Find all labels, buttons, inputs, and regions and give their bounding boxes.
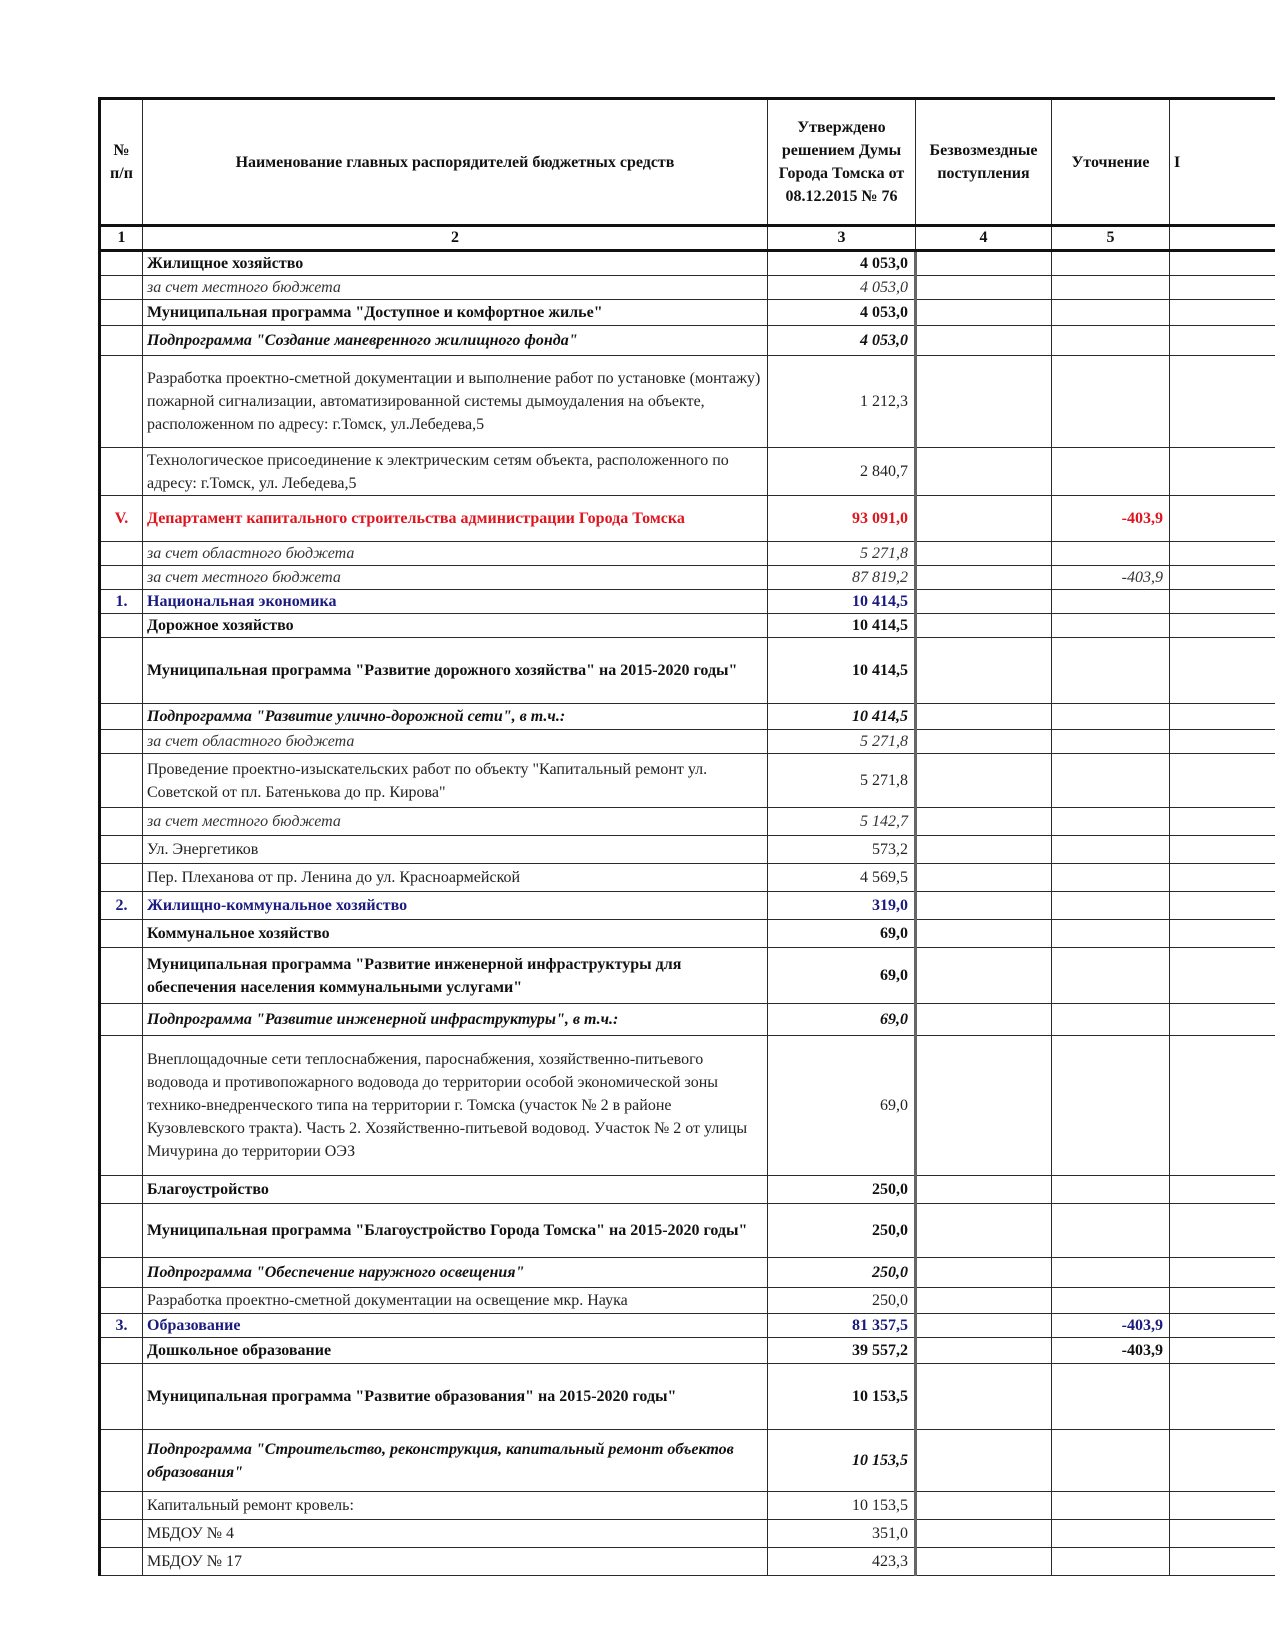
row-free-receipts [916,864,1052,892]
row-specification [1052,892,1170,920]
row-number [100,566,143,590]
colnum-3: 3 [768,226,916,251]
row-number [100,1430,143,1492]
row-free-receipts [916,590,1052,614]
row-number [100,1548,143,1576]
row-approved-amount: 5 271,8 [768,754,916,808]
row-number [100,754,143,808]
table-row [100,590,1275,614]
row-specification [1052,1520,1170,1548]
row-name: Муниципальная программа "Развитие инженерной инфраструктуры для обеспечения населения коммунальными услугами" [143,948,768,1004]
row-specification [1052,542,1170,566]
row-specification [1052,590,1170,614]
row-extra [1170,1288,1275,1314]
row-free-receipts [916,614,1052,638]
row-extra [1170,836,1275,864]
row-specification [1052,948,1170,1004]
row-number [100,638,143,704]
row-approved-amount: 69,0 [768,1036,916,1176]
row-free-receipts [916,276,1052,300]
row-name: за счет местного бюджета [143,808,768,836]
row-number [100,836,143,864]
row-number [100,251,143,276]
row-free-receipts [916,892,1052,920]
row-specification [1052,1176,1170,1204]
table-row [100,1548,1275,1576]
row-number [100,1204,143,1258]
header-specification: Уточнение [1052,99,1170,226]
table-row [100,448,1275,496]
row-free-receipts [916,1004,1052,1036]
row-specification: -403,9 [1052,566,1170,590]
table-row [100,1288,1275,1314]
row-free-receipts [916,1520,1052,1548]
row-number [100,1004,143,1036]
table-row [100,276,1275,300]
table-row [100,1520,1275,1548]
row-free-receipts [916,1036,1052,1176]
table-row [100,1338,1275,1364]
row-extra [1170,1548,1275,1576]
row-extra [1170,356,1275,448]
row-name: Разработка проектно-сметной документации на освещение мкр. Наука [143,1288,768,1314]
row-extra [1170,300,1275,326]
row-approved-amount: 2 840,7 [768,448,916,496]
table-row [100,638,1275,704]
table-row [100,614,1275,638]
row-free-receipts [916,836,1052,864]
row-specification [1052,1258,1170,1288]
row-number [100,730,143,754]
row-specification [1052,730,1170,754]
row-specification [1052,1004,1170,1036]
row-specification [1052,1036,1170,1176]
column-number-row [100,226,1275,251]
row-approved-amount: 250,0 [768,1288,916,1314]
row-number [100,864,143,892]
row-specification [1052,326,1170,356]
row-extra [1170,566,1275,590]
row-approved-amount: 5 142,7 [768,808,916,836]
row-extra [1170,1430,1275,1492]
row-extra [1170,948,1275,1004]
row-extra [1170,1492,1275,1520]
row-name: Ул. Энергетиков [143,836,768,864]
colnum-5: 5 [1052,226,1170,251]
row-number [100,448,143,496]
row-number [100,1258,143,1288]
row-approved-amount: 87 819,2 [768,566,916,590]
table-row [100,836,1275,864]
row-extra [1170,892,1275,920]
table-row [100,892,1275,920]
table-row [100,496,1275,542]
row-number [100,704,143,730]
row-extra [1170,730,1275,754]
row-number [100,1492,143,1520]
table-row [100,326,1275,356]
table-row [100,251,1275,276]
row-free-receipts [916,566,1052,590]
row-approved-amount: 10 153,5 [768,1430,916,1492]
table-row [100,356,1275,448]
row-extra [1170,614,1275,638]
row-extra [1170,1176,1275,1204]
row-name: Коммунальное хозяйство [143,920,768,948]
row-specification: -403,9 [1052,1314,1170,1338]
row-specification [1052,836,1170,864]
row-specification [1052,1364,1170,1430]
row-name: Национальная экономика [143,590,768,614]
row-approved-amount: 10 153,5 [768,1364,916,1430]
row-specification [1052,1430,1170,1492]
row-name: Проведение проектно-изыскательских работ по объекту "Капитальный ремонт ул. Советской от пл. Батенькова до пр. Кирова" [143,754,768,808]
table-row [100,566,1275,590]
row-number [100,948,143,1004]
row-number [100,356,143,448]
row-name: Пер. Плеханова от пр. Ленина до ул. Красноармейской [143,864,768,892]
row-extra [1170,326,1275,356]
row-approved-amount: 423,3 [768,1548,916,1576]
colnum-1: 1 [100,226,143,251]
row-free-receipts [916,1314,1052,1338]
row-approved-amount: 10 414,5 [768,590,916,614]
row-specification [1052,638,1170,704]
row-name: за счет областного бюджета [143,730,768,754]
row-extra [1170,1338,1275,1364]
row-name: Подпрограмма "Развитие инженерной инфраструктуры", в т.ч.: [143,1004,768,1036]
row-name: Жилищное хозяйство [143,251,768,276]
table-row [100,1004,1275,1036]
row-name: Подпрограмма "Обеспечение наружного освещения" [143,1258,768,1288]
row-name: Департамент капитального строительства администрации Города Томска [143,496,768,542]
row-extra [1170,496,1275,542]
row-specification [1052,1288,1170,1314]
row-approved-amount: 4 053,0 [768,251,916,276]
row-number [100,920,143,948]
table-row [100,1364,1275,1430]
header-free-receipts: Безвозмездные поступления [916,99,1052,226]
row-name: Образование [143,1314,768,1338]
row-approved-amount: 4 569,5 [768,864,916,892]
row-free-receipts [916,448,1052,496]
row-specification [1052,864,1170,892]
budget-document-page [98,97,1275,1576]
row-free-receipts [916,808,1052,836]
row-extra [1170,704,1275,730]
row-approved-amount: 250,0 [768,1258,916,1288]
row-name: Дошкольное образование [143,1338,768,1364]
row-extra [1170,251,1275,276]
row-free-receipts [916,920,1052,948]
header-approved: Утверждено решением Думы Города Томска от 08.12.2015 № 76 [768,99,916,226]
table-row [100,542,1275,566]
row-extra [1170,638,1275,704]
table-row [100,1430,1275,1492]
row-free-receipts [916,496,1052,542]
row-name: Муниципальная программа "Доступное и комфортное жилье" [143,300,768,326]
row-approved-amount: 81 357,5 [768,1314,916,1338]
row-extra [1170,590,1275,614]
row-extra [1170,1204,1275,1258]
row-free-receipts [916,1430,1052,1492]
row-name: за счет областного бюджета [143,542,768,566]
row-approved-amount: 69,0 [768,920,916,948]
row-number: 2. [100,892,143,920]
row-specification: -403,9 [1052,496,1170,542]
row-specification [1052,251,1170,276]
table-row [100,808,1275,836]
row-specification [1052,1492,1170,1520]
colnum-4: 4 [916,226,1052,251]
row-specification [1052,356,1170,448]
row-approved-amount: 10 414,5 [768,704,916,730]
row-extra [1170,1036,1275,1176]
row-specification [1052,1548,1170,1576]
table-row [100,730,1275,754]
table-row [100,920,1275,948]
row-free-receipts [916,1258,1052,1288]
row-approved-amount: 69,0 [768,948,916,1004]
row-approved-amount: 1 212,3 [768,356,916,448]
row-number [100,808,143,836]
row-number [100,1036,143,1176]
header-name: Наименование главных распорядителей бюджетных средств [143,99,768,226]
row-free-receipts [916,1548,1052,1576]
row-free-receipts [916,1176,1052,1204]
row-number [100,614,143,638]
row-free-receipts [916,1288,1052,1314]
table-header-row [100,99,1275,226]
table-row [100,1204,1275,1258]
row-approved-amount: 5 271,8 [768,730,916,754]
row-number [100,1176,143,1204]
row-approved-amount: 4 053,0 [768,326,916,356]
row-number [100,542,143,566]
row-name: Внеплощадочные сети теплоснабжения, пароснабжения, хозяйственно-питьевого водовода и противопожарного водовода до территории особой экономической зоны технико-внедренческого типа на территории г. Томска (участок № 2 в районе Кузовлевского тракта). Часть 2. Хозяйственно-питьевой водовод. Участок № 2 от улицы Мичурина до территории ОЭЗ [143,1036,768,1176]
row-name: МБДОУ № 4 [143,1520,768,1548]
row-number [100,1338,143,1364]
row-extra [1170,276,1275,300]
table-row [100,300,1275,326]
row-specification [1052,754,1170,808]
row-specification [1052,448,1170,496]
table-row [100,1176,1275,1204]
row-free-receipts [916,542,1052,566]
table-row [100,1492,1275,1520]
row-number: 3. [100,1314,143,1338]
row-number [100,1364,143,1430]
row-name: Технологическое присоединение к электрическим сетям объекта, расположенного по адресу: г.Томск, ул. Лебедева,5 [143,448,768,496]
row-approved-amount: 69,0 [768,1004,916,1036]
row-number: 1. [100,590,143,614]
header-extra-truncated: І [1170,99,1275,226]
row-extra [1170,1520,1275,1548]
row-free-receipts [916,704,1052,730]
row-specification [1052,1204,1170,1258]
row-name: Подпрограмма "Строительство, реконструкция, капитальный ремонт объектов образования" [143,1430,768,1492]
table-row [100,1314,1275,1338]
budget-table [98,97,1275,1576]
row-approved-amount: 10 414,5 [768,614,916,638]
row-name: Капитальный ремонт кровель: [143,1492,768,1520]
row-free-receipts [916,251,1052,276]
row-number [100,300,143,326]
row-extra [1170,808,1275,836]
colnum-2: 2 [143,226,768,251]
row-free-receipts [916,1338,1052,1364]
row-specification [1052,808,1170,836]
row-approved-amount: 10 414,5 [768,638,916,704]
row-approved-amount: 93 091,0 [768,496,916,542]
row-approved-amount: 319,0 [768,892,916,920]
row-number [100,326,143,356]
row-number [100,1288,143,1314]
row-approved-amount: 250,0 [768,1176,916,1204]
row-free-receipts [916,754,1052,808]
row-name: Благоустройство [143,1176,768,1204]
row-specification [1052,614,1170,638]
table-row [100,864,1275,892]
row-name: за счет местного бюджета [143,566,768,590]
row-approved-amount: 4 053,0 [768,276,916,300]
row-approved-amount: 39 557,2 [768,1338,916,1364]
row-extra [1170,1364,1275,1430]
colnum-6 [1170,226,1275,251]
row-approved-amount: 4 053,0 [768,300,916,326]
row-extra [1170,754,1275,808]
row-number [100,1520,143,1548]
row-extra [1170,920,1275,948]
table-row [100,1258,1275,1288]
row-specification [1052,704,1170,730]
row-free-receipts [916,1204,1052,1258]
row-extra [1170,542,1275,566]
row-approved-amount: 351,0 [768,1520,916,1548]
row-number: V. [100,496,143,542]
row-name: Дорожное хозяйство [143,614,768,638]
row-free-receipts [916,948,1052,1004]
row-number [100,276,143,300]
row-free-receipts [916,1492,1052,1520]
row-free-receipts [916,1364,1052,1430]
row-name: Жилищно-коммунальное хозяйство [143,892,768,920]
row-name: Муниципальная программа "Развитие дорожного хозяйства" на 2015-2020 годы" [143,638,768,704]
row-name: Муниципальная программа "Благоустройство Города Томска" на 2015-2020 годы" [143,1204,768,1258]
row-extra [1170,1314,1275,1338]
table-row [100,704,1275,730]
row-free-receipts [916,356,1052,448]
row-name: Разработка проектно-сметной документации и выполнение работ по установке (монтажу) пожарной сигнализации, автоматизированной системы дымоудаления на объекте, расположенном по адресу: г.Томск, ул.Лебедева,5 [143,356,768,448]
table-row [100,948,1275,1004]
row-approved-amount: 10 153,5 [768,1492,916,1520]
row-free-receipts [916,638,1052,704]
row-specification [1052,300,1170,326]
row-name: МБДОУ № 17 [143,1548,768,1576]
row-name: Подпрограмма "Создание маневренного жилищного фонда" [143,326,768,356]
row-free-receipts [916,326,1052,356]
row-free-receipts [916,730,1052,754]
row-name: за счет местного бюджета [143,276,768,300]
row-specification [1052,276,1170,300]
row-free-receipts [916,300,1052,326]
row-approved-amount: 573,2 [768,836,916,864]
row-approved-amount: 250,0 [768,1204,916,1258]
header-num: № п/п [100,99,143,226]
row-extra [1170,448,1275,496]
row-name: Подпрограмма "Развитие улично-дорожной сети", в т.ч.: [143,704,768,730]
row-specification: -403,9 [1052,1338,1170,1364]
row-extra [1170,1258,1275,1288]
row-approved-amount: 5 271,8 [768,542,916,566]
table-row [100,754,1275,808]
table-row [100,1036,1275,1176]
row-extra [1170,864,1275,892]
row-name: Муниципальная программа "Развитие образования" на 2015-2020 годы" [143,1364,768,1430]
row-extra [1170,1004,1275,1036]
row-specification [1052,920,1170,948]
